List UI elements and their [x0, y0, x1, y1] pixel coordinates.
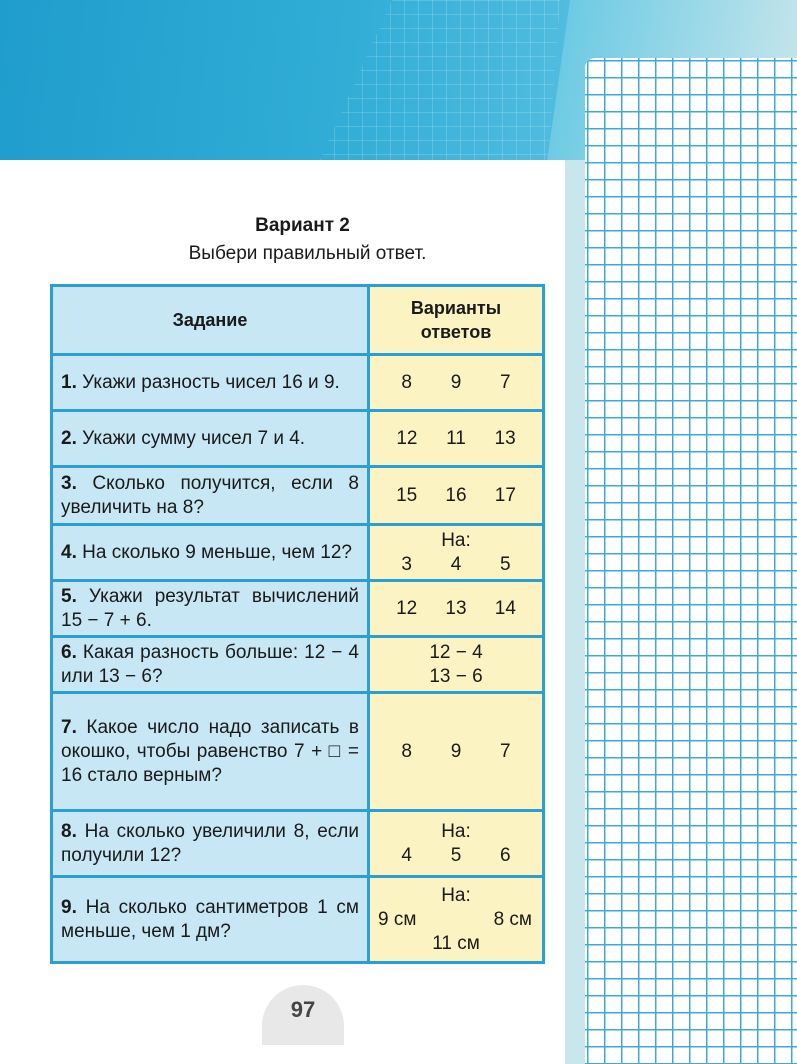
answer-prefix: На: [441, 884, 471, 906]
answer-option[interactable]: 11 см [432, 932, 480, 954]
answer-option[interactable]: 11 [446, 427, 466, 449]
table-row [52, 355, 544, 411]
answer-prefix: На: [441, 529, 471, 551]
answer-cell [369, 693, 544, 811]
task-cell [52, 637, 369, 693]
answer-option[interactable]: 14 [494, 597, 516, 619]
answer-option[interactable]: 12 − 4 [429, 641, 483, 663]
answer-cell [369, 637, 544, 693]
table-row [52, 411, 544, 467]
answer-cell [369, 355, 544, 411]
task-text: На сколько увеличили 8, если получили 12? [61, 820, 360, 866]
task-text: Сколько получится, если 8 увеличить на 8? [61, 472, 359, 518]
task-text: Укажи разность чисел 16 и 9. [82, 371, 340, 393]
answer-option[interactable]: 8 [401, 740, 412, 762]
answer-option[interactable]: 3 [401, 553, 412, 575]
table-row [52, 811, 544, 877]
answer-option[interactable]: 13 − 6 [429, 665, 483, 687]
answer-option[interactable]: 12 [396, 427, 418, 449]
task-cell [52, 467, 369, 525]
answer-option[interactable]: 4 [450, 553, 462, 575]
page-number: 97 [290, 997, 316, 1022]
task-number: 8. [61, 820, 77, 842]
answer-option[interactable]: 8 [401, 371, 412, 393]
task-number: 6. [61, 641, 77, 663]
answer-cell [369, 467, 544, 525]
task-text: На сколько 9 меньше, чем 12? [82, 541, 352, 563]
answer-option[interactable]: 5 [450, 844, 462, 866]
task-number: 9. [61, 896, 77, 918]
task-text: На сколько сантиметров 1 см меньше, чем 1 дм? [61, 896, 359, 942]
answer-cell [369, 525, 544, 581]
table-row [52, 581, 544, 637]
answer-option[interactable]: 13 [445, 597, 467, 619]
header-answers-line1: Варианты [410, 298, 502, 318]
answer-option[interactable]: 9 см [378, 908, 417, 930]
answer-cell [369, 411, 544, 467]
answer-option[interactable]: 5 [500, 553, 511, 575]
task-cell [52, 693, 369, 811]
answer-option[interactable]: 15 [396, 484, 418, 506]
answer-option[interactable]: 17 [494, 484, 516, 506]
table-row [52, 877, 544, 963]
answer-option[interactable]: 9 [450, 740, 462, 762]
task-table [50, 284, 545, 964]
instruction-text: Выбери правильный ответ. [188, 243, 427, 264]
answer-option[interactable]: 13 [494, 427, 516, 449]
task-cell [52, 525, 369, 581]
header-answers-line2: ответов [420, 322, 492, 342]
task-number: 2. [61, 427, 77, 449]
answer-prefix: На: [441, 820, 471, 842]
answer-option[interactable]: 16 [445, 484, 467, 506]
task-text: Какое число надо записать в окошко, чтобы равенство 7 + □ = 16 стало верным? [61, 716, 359, 786]
task-number: 4. [61, 541, 77, 563]
header-answers [369, 286, 544, 355]
task-cell [52, 811, 369, 877]
task-cell [52, 355, 369, 411]
variant-title: Вариант 2 [255, 215, 350, 236]
task-number: 3. [61, 472, 77, 494]
task-number: 7. [61, 716, 77, 738]
table-row [52, 693, 544, 811]
task-text: Укажи результат вычислений 15 − 7 + 6. [61, 585, 360, 631]
answer-option[interactable]: 7 [500, 371, 511, 393]
task-cell [52, 877, 369, 963]
task-text: Укажи сумму чисел 7 и 4. [82, 427, 306, 449]
table-row [52, 467, 544, 525]
answer-cell [369, 877, 544, 963]
task-number: 5. [61, 585, 77, 607]
table-row [52, 637, 544, 693]
graph-paper-margin [585, 58, 797, 1064]
task-cell [52, 581, 369, 637]
answer-option[interactable]: 12 [396, 597, 418, 619]
answer-option[interactable]: 8 см [493, 908, 532, 930]
header-task: Задание [52, 286, 369, 355]
answer-option[interactable]: 4 [401, 844, 412, 866]
table-row [52, 525, 544, 581]
task-cell [52, 411, 369, 467]
answer-option[interactable]: 9 [450, 371, 462, 393]
answer-cell [369, 811, 544, 877]
table-header-row [52, 286, 544, 355]
task-text: Какая разность больше: 12 − 4 или 13 − 6? [61, 641, 360, 687]
answer-cell [369, 581, 544, 637]
answer-option[interactable]: 6 [500, 844, 511, 866]
answer-option[interactable]: 7 [500, 740, 511, 762]
task-number: 1. [61, 371, 77, 393]
